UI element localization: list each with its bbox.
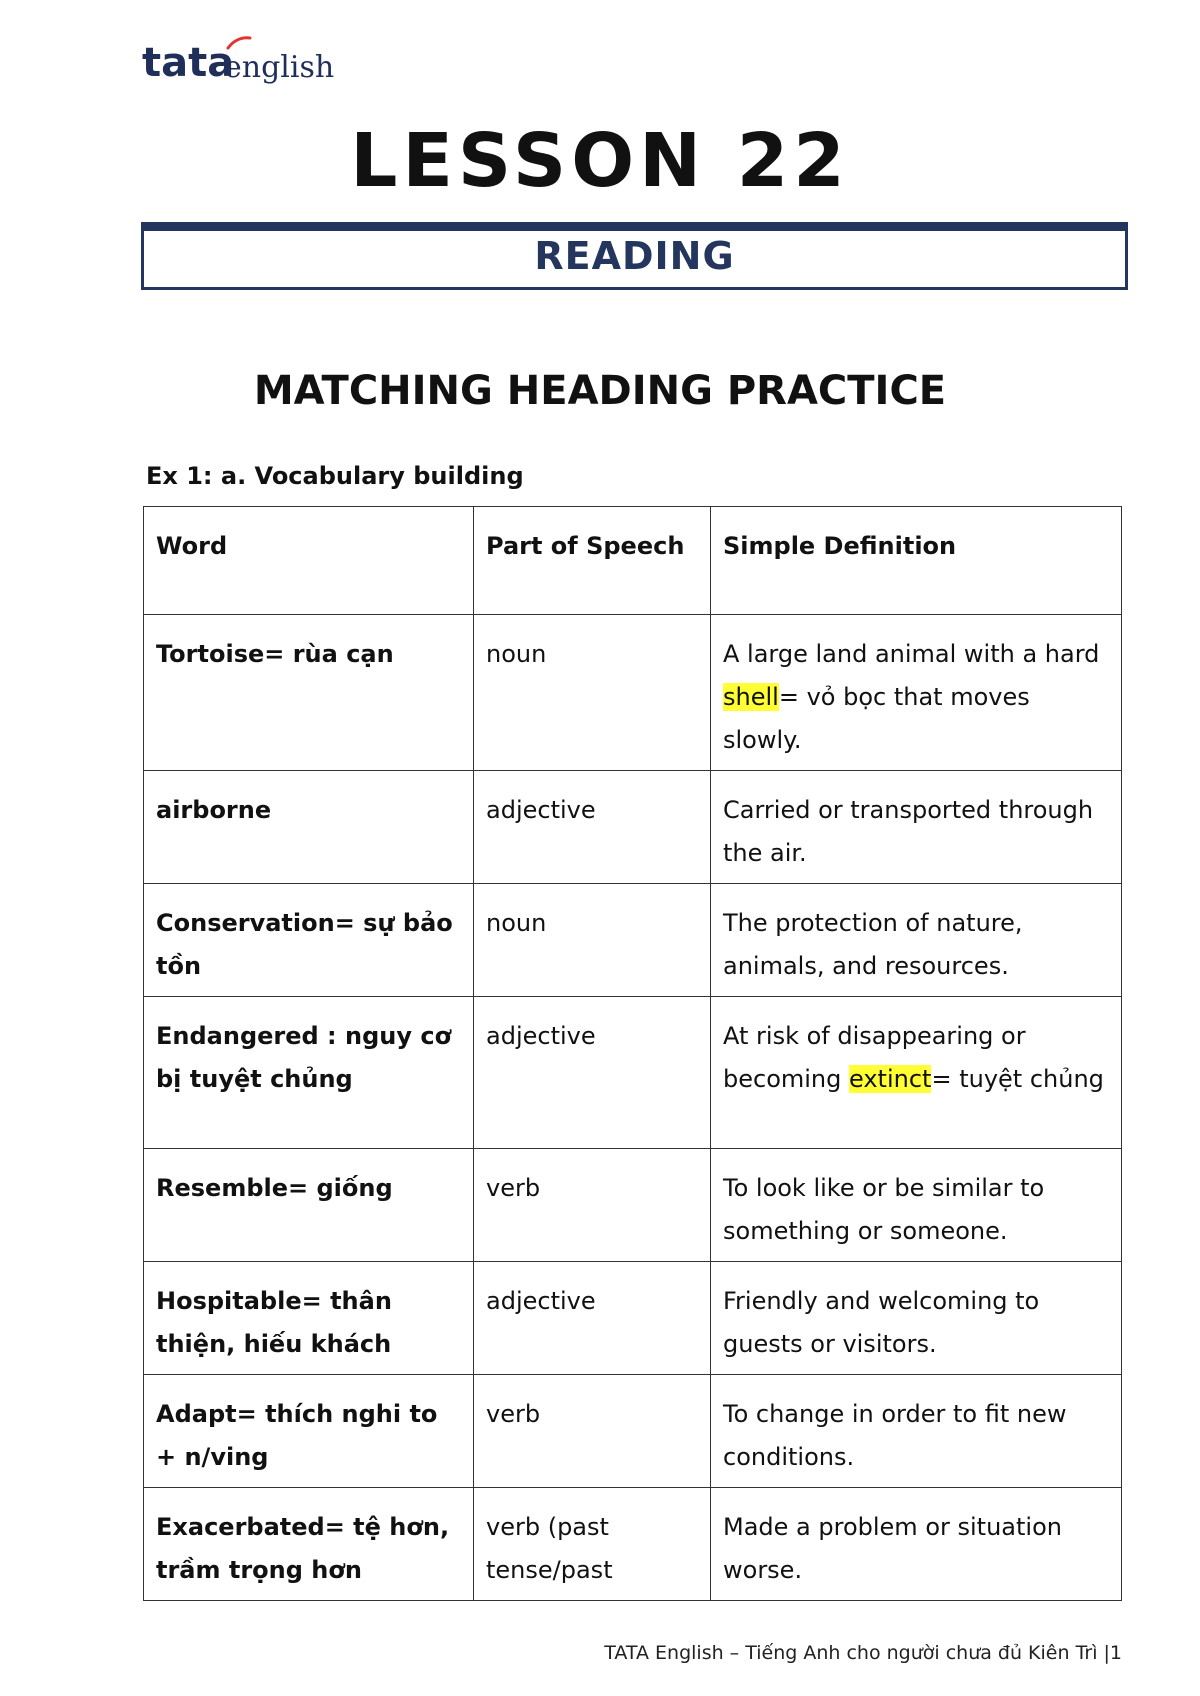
lesson-title: LESSON 22 (350, 118, 850, 204)
vocab-part-of-speech: adjective (474, 1262, 711, 1375)
definition-text: To look like or be similar to something or someone. (723, 1174, 1045, 1245)
definition-text: A large land animal with a hard (723, 640, 1100, 668)
vocab-definition (711, 884, 1122, 997)
header-definition: Simple Definition (711, 507, 1122, 615)
highlighted-term: extinct (849, 1065, 932, 1093)
vocab-definition (711, 1149, 1122, 1262)
brand-logo (142, 40, 342, 86)
definition-text-continued: = vỏ bọc that moves slowly. (723, 683, 1030, 754)
vocab-word: Exacerbated= tệ hơn, trầm trọng hơn (144, 1488, 474, 1601)
header-word: Word (144, 507, 474, 615)
vocab-part-of-speech: noun (474, 884, 711, 997)
definition-text: Friendly and welcoming to guests or visitors. (723, 1287, 1040, 1358)
logo-swoosh-icon (226, 36, 252, 50)
section-title: MATCHING HEADING PRACTICE (253, 368, 947, 414)
logo-brand-text: tata (142, 40, 235, 86)
vocab-definition (711, 1262, 1122, 1375)
vocab-word: airborne (144, 771, 474, 884)
vocab-definition (711, 615, 1122, 771)
vocab-part-of-speech: adjective (474, 771, 711, 884)
definition-text: Made a problem or situation worse. (723, 1513, 1062, 1584)
vocab-word: Conservation= sự bảo tồn (144, 884, 474, 997)
vocab-part-of-speech: adjective (474, 997, 711, 1149)
highlighted-term: shell (723, 683, 779, 711)
vocab-definition (711, 1488, 1122, 1601)
table-row (144, 1149, 1122, 1262)
table-row (144, 1488, 1122, 1601)
vocab-part-of-speech: verb (474, 1149, 711, 1262)
logo-suffix-text: english (224, 50, 335, 85)
table-row (144, 997, 1122, 1149)
page-footer: TATA English – Tiếng Anh cho người chưa đủ Kiên Trì |1 (604, 1642, 1122, 1664)
vocab-word: Adapt= thích nghi to + n/ving (144, 1375, 474, 1488)
header-part-of-speech: Part of Speech (474, 507, 711, 615)
definition-text: At risk of disappearing or becoming (723, 1022, 1026, 1093)
vocab-word: Resemble= giống (144, 1149, 474, 1262)
exercise-label: Ex 1: a. Vocabulary building (146, 462, 524, 490)
section-banner (141, 222, 1128, 290)
table-header-row (144, 507, 1122, 615)
vocab-definition (711, 771, 1122, 884)
vocab-definition (711, 997, 1122, 1149)
definition-text: The protection of nature, animals, and resources. (723, 909, 1023, 980)
table-row (144, 884, 1122, 997)
definition-text-continued: = tuyệt chủng (931, 1065, 1104, 1093)
definition-text: Carried or transported through the air. (723, 796, 1094, 867)
table-row (144, 771, 1122, 884)
vocab-part-of-speech: verb (past tense/past (474, 1488, 711, 1601)
vocab-part-of-speech: noun (474, 615, 711, 771)
vocab-word: Endangered : nguy cơ bị tuyệt chủng (144, 997, 474, 1149)
vocab-word: Hospitable= thân thiện, hiếu khách (144, 1262, 474, 1375)
vocab-word: Tortoise= rùa cạn (144, 615, 474, 771)
table-row (144, 1262, 1122, 1375)
definition-text: To change in order to fit new conditions. (723, 1400, 1067, 1471)
table-row (144, 615, 1122, 771)
vocab-definition (711, 1375, 1122, 1488)
vocabulary-table (143, 506, 1122, 1601)
vocab-part-of-speech: verb (474, 1375, 711, 1488)
section-banner-label: READING (534, 234, 735, 278)
table-row (144, 1375, 1122, 1488)
